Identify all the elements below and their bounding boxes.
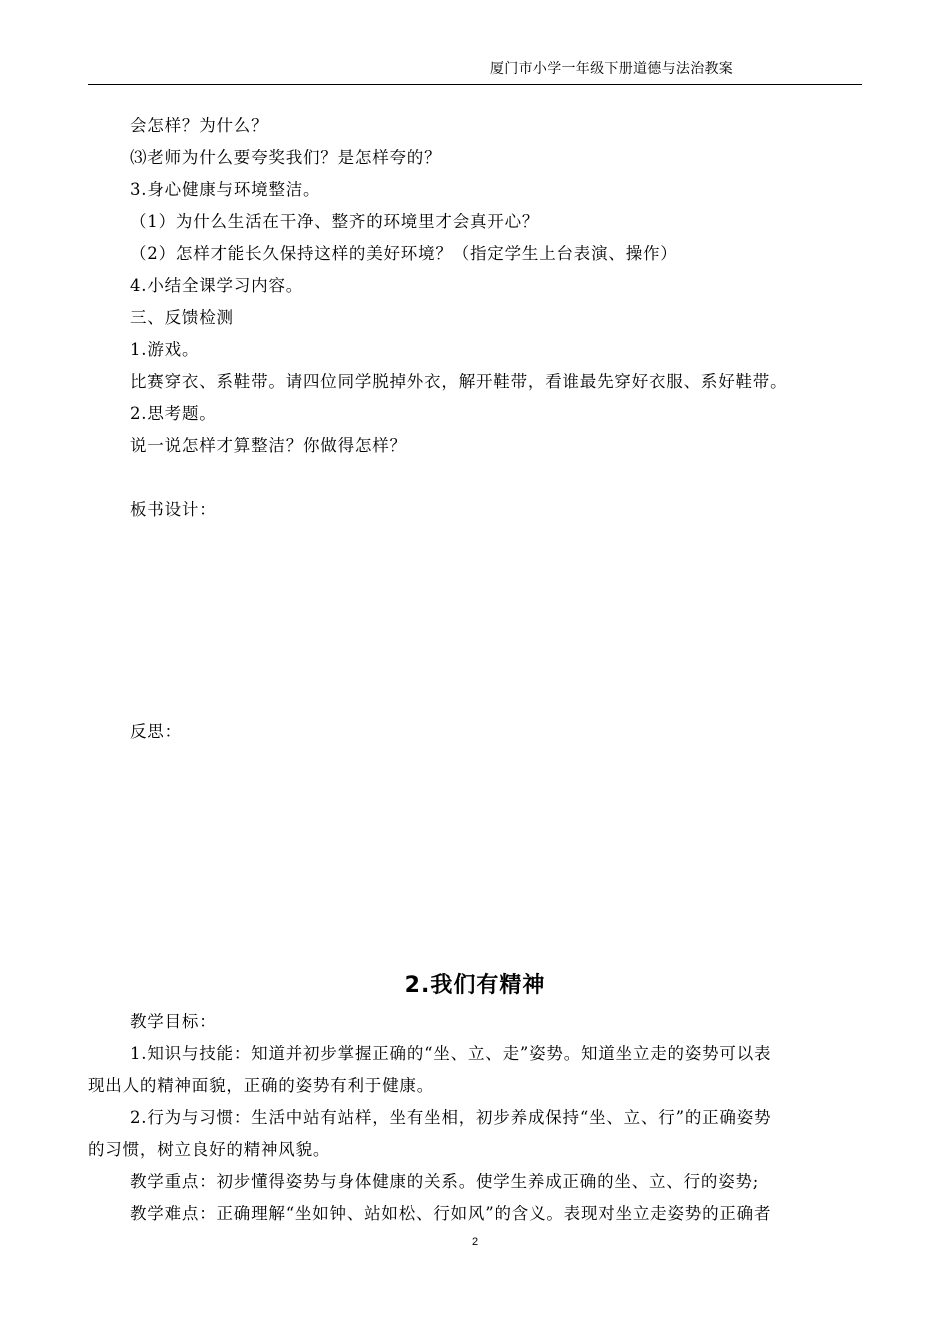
- text-line: （2）怎样才能长久保持这样的美好环境？（指定学生上台表演、操作）: [130, 244, 678, 263]
- page-header: 厦门市小学一年级下册道德与法治教案: [490, 61, 734, 77]
- text-line: （1）为什么生活在干净、整齐的环境里才会真开心？: [130, 212, 540, 231]
- objective-text: 2.行为与习惯：生活中站有站样，坐有坐相，初步养成保持“坐、立、行”的正确姿势: [130, 1108, 772, 1127]
- reflection-label: 反思：: [130, 722, 182, 741]
- lesson-title: 2.我们有精神: [404, 973, 546, 998]
- objective-text: 的习惯，树立良好的精神风貌。: [88, 1140, 331, 1159]
- difficulty-text: 教学难点：正确理解“坐如钟、站如松、行如风”的含义。表现对坐立走姿势的正确者: [130, 1204, 772, 1223]
- text-line: 3.身心健康与环境整洁。: [130, 180, 321, 199]
- text-line: 比赛穿衣、系鞋带。请四位同学脱掉外衣，解开鞋带，看谁最先穿好衣服、系好鞋带。: [130, 372, 788, 391]
- board-design-label: 板书设计：: [130, 500, 217, 519]
- text-line: 会怎样？为什么？: [130, 116, 269, 135]
- text-line: 1.游戏。: [130, 340, 200, 359]
- key-point-text: 教学重点：初步懂得姿势与身体健康的关系。使学生养成正确的坐、立、行的姿势;: [130, 1172, 760, 1191]
- page-number: 2: [471, 1236, 479, 1248]
- objective-text: 现出人的精神面貌，正确的姿势有利于健康。: [88, 1076, 434, 1095]
- header-divider: [88, 84, 862, 85]
- text-line: ⑶老师为什么要夸奖我们？是怎样夸的？: [130, 148, 442, 167]
- section-heading: 三、反馈检测: [130, 308, 234, 327]
- text-line: 说一说怎样才算整洁？你做得怎样？: [130, 436, 407, 455]
- text-line: 2.思考题。: [130, 404, 217, 423]
- text-line: 4.小结全课学习内容。: [130, 276, 304, 295]
- objective-text: 1.知识与技能：知道并初步掌握正确的“坐、立、走”姿势。知道坐立走的姿势可以表: [130, 1044, 772, 1063]
- objectives-heading: 教学目标：: [130, 1012, 217, 1031]
